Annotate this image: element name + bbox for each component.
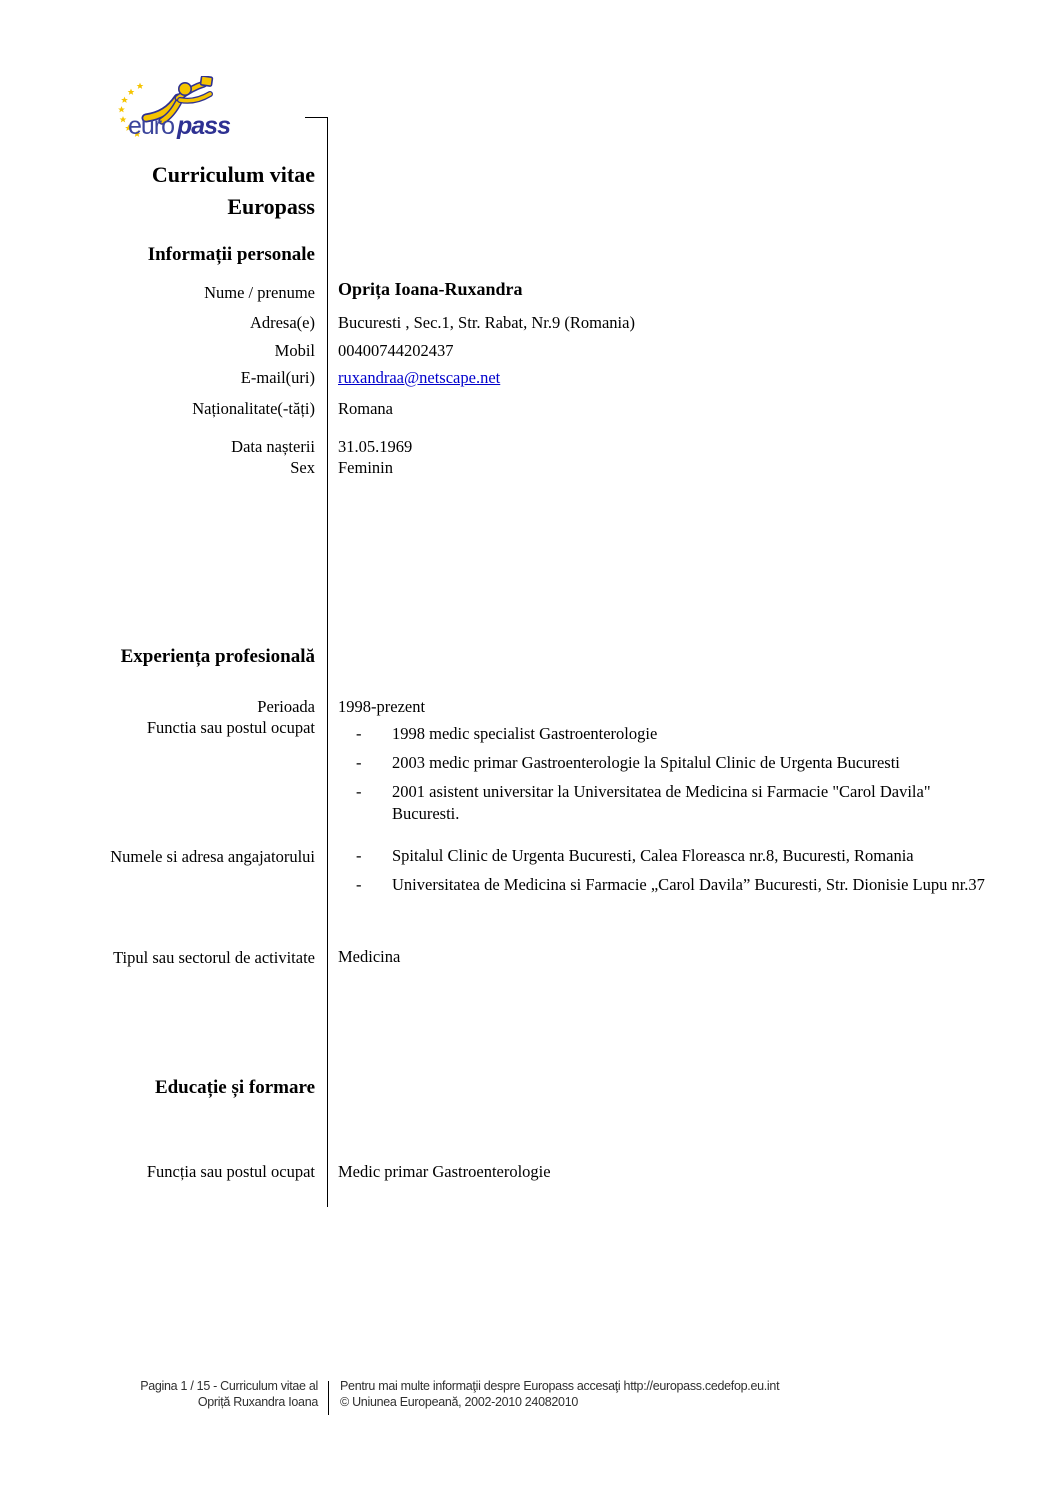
- footer-info-line1: Pentru mai multe informaţii despre Europass accesaţi http://europass.cedefop.eu.int: [340, 1379, 780, 1393]
- footer-europass-info: [340, 1379, 900, 1410]
- bullet-text: 2003 medic primar Gastroenterologie la Spitalul Clinic de Urgenta Bucuresti: [392, 753, 900, 772]
- footer-page-info: [0, 1379, 318, 1410]
- value-perioada: 1998-prezent: [338, 697, 426, 716]
- label-functia-educatie: Funcția sau postul ocupat: [146, 1162, 315, 1181]
- bullet-dash: -: [356, 875, 362, 894]
- value-email: [338, 367, 500, 388]
- footer-page-line1: Pagina 1 / 15 - Curriculum vitae al: [140, 1379, 318, 1393]
- bullet-dash: -: [356, 724, 362, 743]
- value-sex: Feminin: [338, 458, 394, 477]
- email-link[interactable]: ruxandraa@netscape.net: [338, 368, 501, 387]
- europass-logo-graphic: [116, 76, 246, 142]
- label-tipul-activitate: Tipul sau sectorul de activitate: [113, 948, 315, 967]
- bullet-text: Universitatea de Medicina si Farmacie „Carol Davila” Bucuresti, Str. Dionisie Lupu nr.37: [392, 875, 985, 894]
- logo-pass-text: pass: [177, 112, 230, 140]
- functia-bullet-list: [356, 723, 982, 832]
- list-item: [356, 723, 982, 745]
- bullet-dash: -: [356, 782, 362, 801]
- label-data-nasterii: Data nașterii: [231, 437, 315, 456]
- document-title: [0, 159, 315, 223]
- value-nationalitate: Romana: [338, 399, 393, 418]
- label-email: E-mail(uri): [240, 368, 315, 387]
- label-mobil: Mobil: [274, 341, 315, 360]
- section-title-education: Educație și formare: [154, 1077, 315, 1098]
- bullet-text: 2001 asistent universitar la Universitatea de Medicina si Farmacie "Carol Davila" Bucuresti.: [392, 782, 931, 823]
- value-nume-prenume: Oprița Ioana-Ruxandra: [338, 279, 523, 299]
- value-functia-educatie: Medic primar Gastroenterologie: [338, 1162, 551, 1181]
- label-angajator: Numele si adresa angajatorului: [110, 847, 315, 866]
- label-nationalitate: Naționalitate(-tăți): [192, 399, 315, 418]
- list-item: [356, 781, 982, 824]
- divider-top-tick: [305, 117, 328, 118]
- list-item: [356, 752, 982, 774]
- bullet-dash: -: [356, 753, 362, 772]
- footer-page-line2: Opriță Ruxandra Ioana: [197, 1394, 318, 1409]
- label-adresa: Adresa(e): [249, 313, 315, 332]
- label-perioada: Perioada: [257, 697, 315, 716]
- document-title-line2: Europass: [227, 194, 315, 219]
- label-functia-ocupata: Functia sau postul ocupat: [146, 718, 315, 737]
- value-adresa: Bucuresti , Sec.1, Str. Rabat, Nr.9 (Romania): [338, 313, 635, 332]
- value-mobil: 00400744202437: [338, 341, 454, 360]
- document-title-line1: Curriculum vitae: [151, 162, 315, 187]
- bullet-text: Spitalul Clinic de Urgenta Bucuresti, Calea Floreasca nr.8, Bucuresti, Romania: [392, 846, 914, 865]
- footer-divider-line: [328, 1381, 329, 1415]
- section-title-experience: Experiența profesională: [120, 646, 315, 667]
- list-item: [356, 874, 1006, 896]
- europass-logo: [116, 76, 246, 142]
- angajator-bullet-list: [356, 845, 1006, 903]
- bullet-text: 1998 medic specialist Gastroenterologie: [392, 724, 658, 743]
- label-sex: Sex: [290, 458, 315, 477]
- logo-euro-text: euro: [128, 112, 175, 140]
- label-nume-prenume: Nume / prenume: [204, 283, 315, 302]
- list-item: [356, 845, 1006, 867]
- value-data-nasterii: 31.05.1969: [338, 437, 413, 456]
- column-divider-line: [327, 117, 328, 1207]
- value-tipul-activitate: Medicina: [338, 947, 401, 966]
- section-title-personal-info: Informații personale: [147, 244, 315, 265]
- footer-info-line2: © Uniunea Europeană, 2002-2010 24082010: [340, 1394, 578, 1409]
- bullet-dash: -: [356, 846, 362, 865]
